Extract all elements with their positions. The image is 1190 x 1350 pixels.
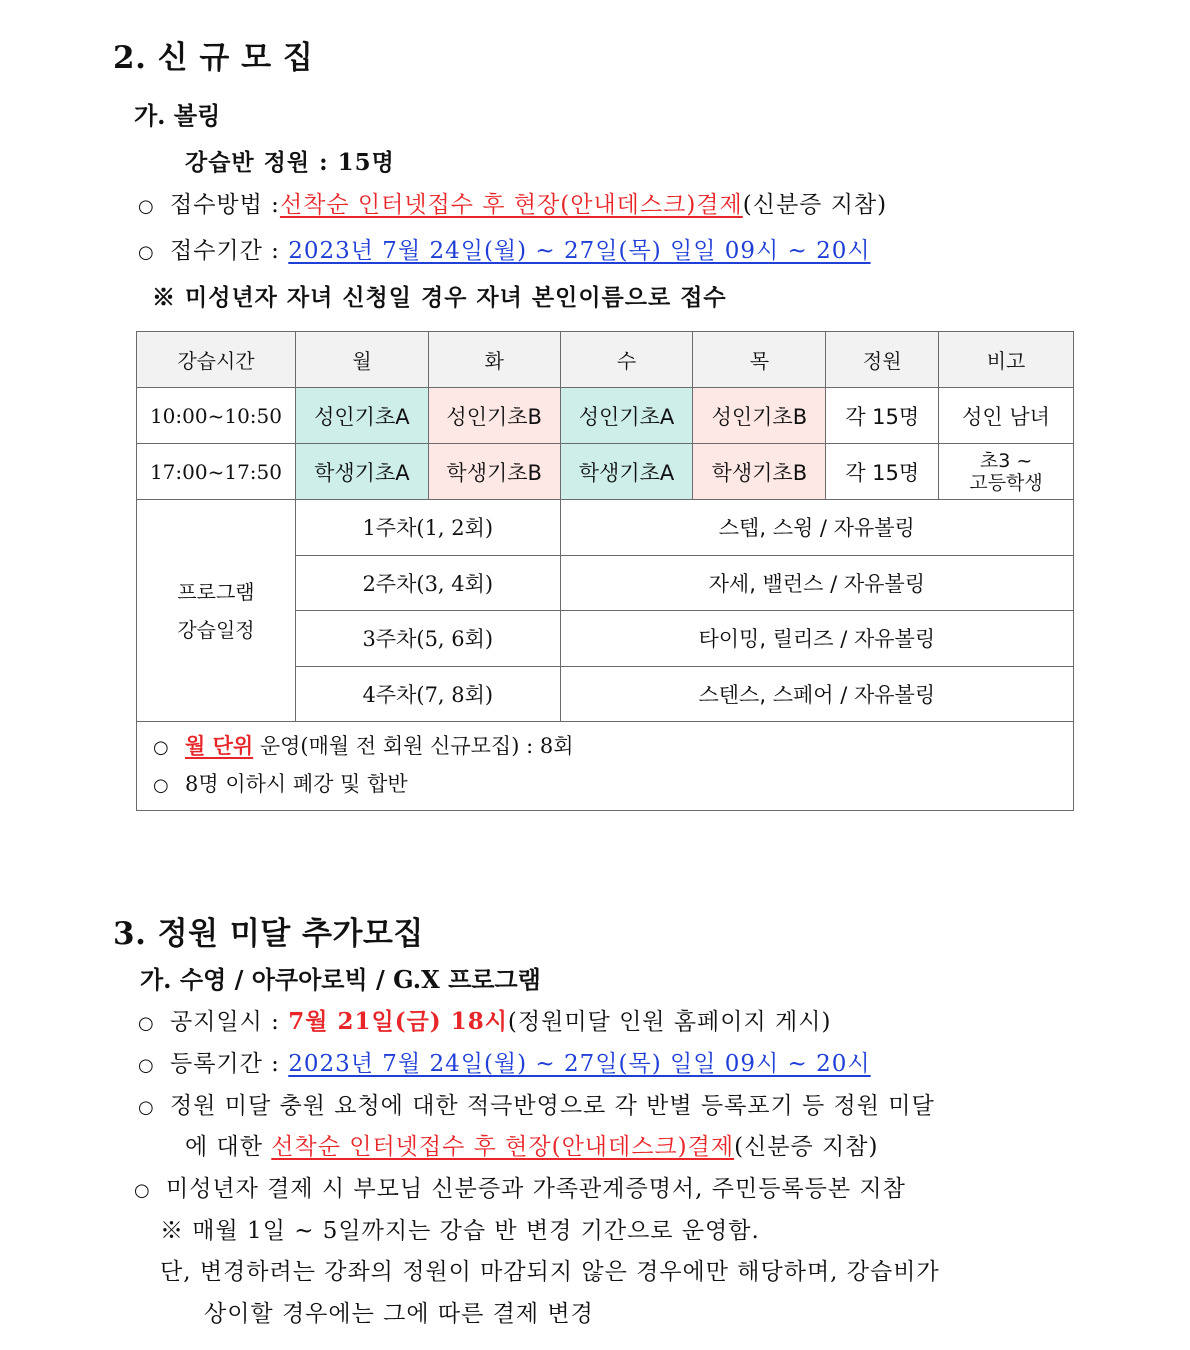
minor-docs-text: 미성년자 결제 시 부모님 신분증과 가족관계증명서, 주민등록등본 지참 — [166, 1176, 906, 1202]
program-label-line1: 프로그램 — [177, 579, 255, 604]
method-line — [138, 186, 887, 219]
notice-highlight: 7월 21일(금) 18시 — [288, 1008, 508, 1035]
period-prefix: 접수기간 : — [170, 238, 289, 264]
note-monthly-rest: 운영(매월 전 회원 신규모집) : 8회 — [253, 734, 574, 758]
program-label — [137, 500, 296, 722]
row-capacity: 각 15명 — [826, 388, 939, 444]
table-notes-row — [137, 722, 1074, 811]
row-tue: 성인기초B — [428, 388, 560, 444]
header-time: 강습시간 — [137, 332, 296, 388]
method-prefix: 접수방법 : — [170, 192, 280, 218]
section3-title: 3. 정원 미달 추가모집 — [113, 916, 424, 952]
reflect-prefix: 에 대한 — [185, 1134, 272, 1160]
program-content: 자세, 밸런스 / 자유볼링 — [560, 555, 1073, 611]
row-note — [939, 444, 1074, 500]
program-label-line2: 강습일정 — [177, 617, 255, 642]
note-monthly-highlight: 월 단위 — [185, 733, 254, 758]
reflect-line2 — [185, 1128, 878, 1161]
program-week: 3주차(5, 6회) — [295, 611, 560, 667]
header-thu: 목 — [693, 332, 826, 388]
section2-title: 2. 신 규 모 집 — [113, 40, 314, 76]
note-monthly — [153, 728, 1057, 766]
change-note: ※ 매월 1일 ~ 5일까지는 강습 반 변경 기간으로 운영함. — [160, 1218, 760, 1244]
program-content: 스텝, 스윙 / 자유볼링 — [560, 500, 1073, 556]
capacity-line: 강습반 정원 : 15명 — [185, 149, 395, 176]
change-line2: 상이할 경우에는 그에 따른 결제 변경 — [204, 1301, 594, 1327]
bullet-icon: ○ — [138, 1055, 155, 1076]
table-row — [137, 444, 1074, 500]
bullet-icon: ○ — [138, 1097, 155, 1118]
row-note-line2: 고등학생 — [969, 471, 1043, 494]
bullet-icon: ○ — [138, 196, 155, 217]
method-suffix: (신분증 지참) — [742, 192, 888, 218]
bullet-icon: ○ — [138, 242, 155, 263]
reg-line — [138, 1045, 871, 1078]
minor-docs-line — [134, 1170, 906, 1203]
method-highlight: 선착순 인터넷접수 후 현장(안내데스크)결제 — [279, 192, 743, 218]
period-highlight: 2023년 7월 24일(월) ~ 27일(목) 일일 09시 ~ 20시 — [288, 238, 871, 264]
row-note-line1: 초3 ~ — [979, 449, 1033, 472]
row-capacity: 각 15명 — [826, 444, 939, 500]
row-thu: 학생기초B — [693, 444, 826, 500]
bowling-schedule-table — [136, 331, 1074, 811]
section2-sub-bowling: 가. 볼링 — [134, 101, 221, 130]
bullet-icon: ○ — [153, 737, 169, 758]
reg-prefix: 등록기간 : — [170, 1051, 289, 1077]
bullet-icon: ○ — [134, 1180, 151, 1201]
reflect-suffix: (신분증 지참) — [734, 1134, 879, 1160]
row-note: 성인 남녀 — [939, 388, 1074, 444]
period-line — [138, 232, 871, 265]
header-mon: 월 — [295, 332, 428, 388]
program-content: 스텐스, 스페어 / 자유볼링 — [560, 666, 1073, 722]
table-notes — [137, 722, 1074, 811]
header-capacity: 정원 — [826, 332, 939, 388]
table-row — [137, 388, 1074, 444]
row-time: 10:00~10:50 — [137, 388, 296, 444]
notice-line — [138, 1003, 831, 1036]
header-wed: 수 — [560, 332, 693, 388]
table-header-row — [137, 332, 1074, 388]
row-mon: 학생기초A — [295, 444, 428, 500]
bullet-icon: ○ — [153, 775, 169, 796]
reflect-line1 — [138, 1087, 935, 1120]
section3-sub: 가. 수영 / 아쿠아로빅 / G.X 프로그램 — [140, 965, 541, 994]
bullet-icon: ○ — [138, 1013, 155, 1034]
row-wed: 성인기초A — [560, 388, 693, 444]
row-thu: 성인기초B — [693, 388, 826, 444]
row-time: 17:00~17:50 — [137, 444, 296, 500]
row-wed: 학생기초A — [560, 444, 693, 500]
change-line1: 단, 변경하려는 강좌의 정원이 마감되지 않은 경우에만 해당하며, 강습비가 — [160, 1259, 940, 1285]
header-note: 비고 — [939, 332, 1074, 388]
row-mon: 성인기초A — [295, 388, 428, 444]
minor-note: ※ 미성년자 자녀 신청일 경우 자녀 본인이름으로 접수 — [152, 284, 727, 311]
note-cancel-text: 8명 이하시 폐강 및 합반 — [185, 772, 408, 796]
program-row — [137, 500, 1074, 556]
reflect-highlight: 선착순 인터넷접수 후 현장(안내데스크)결제 — [271, 1134, 735, 1160]
program-week: 2주차(3, 4회) — [295, 555, 560, 611]
note-cancel — [153, 766, 1057, 804]
program-content: 타이밍, 릴리즈 / 자유볼링 — [560, 611, 1073, 667]
row-tue: 학생기초B — [428, 444, 560, 500]
notice-prefix: 공지일시 : — [170, 1009, 289, 1035]
notice-suffix: (정원미달 인원 홈페이지 게시) — [507, 1009, 832, 1035]
reflect-text1: 정원 미달 충원 요청에 대한 적극반영으로 각 반별 등록포기 등 정원 미달 — [170, 1093, 935, 1119]
program-week: 4주차(7, 8회) — [295, 666, 560, 722]
header-tue: 화 — [428, 332, 560, 388]
program-week: 1주차(1, 2회) — [295, 500, 560, 556]
reg-highlight: 2023년 7월 24일(월) ~ 27일(목) 일일 09시 ~ 20시 — [288, 1051, 871, 1077]
